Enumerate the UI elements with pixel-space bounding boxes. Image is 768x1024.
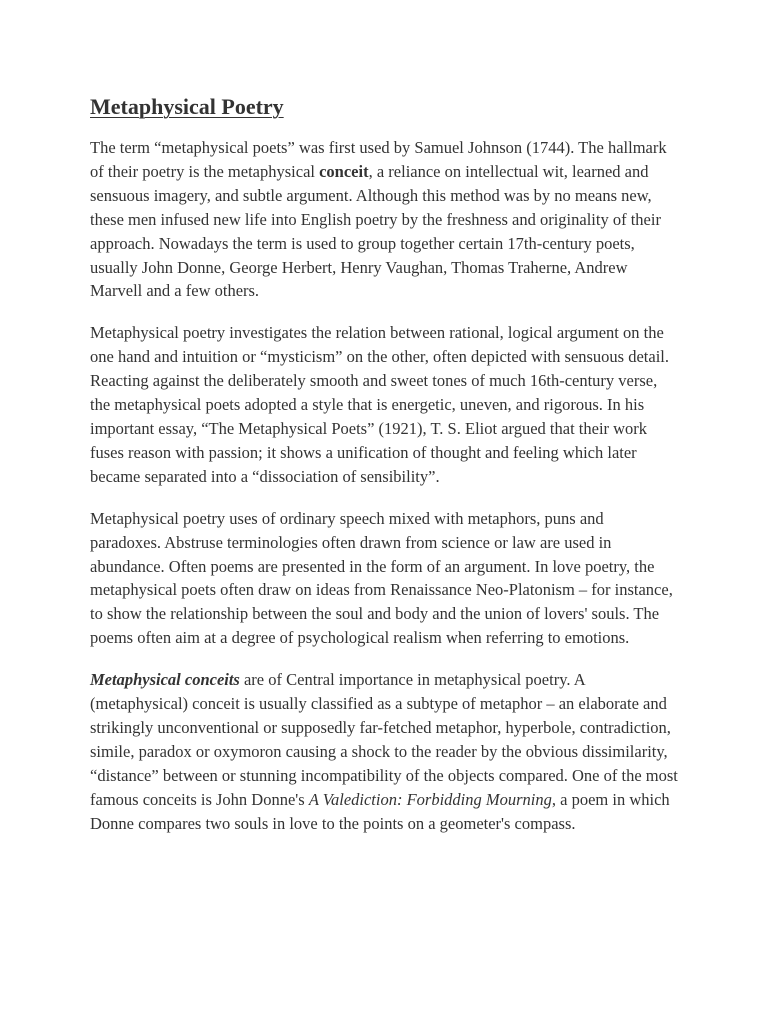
paragraph-1-text-a: The term “metaphysical poets” was first used by Samuel Johnson (1744). The hallmark of their poetry is the metaphysical <box>90 138 667 181</box>
paragraph-2: Metaphysical poetry investigates the relation between rational, logical argument on the one hand and intuition or “mysticism” on the other, often depicted with sensuous detail. Reacting against the deliberately smooth and sweet tones of much 16th-century verse, the metaphysical poets adopted a style that is energetic, uneven, and rigorous. In his important essay, “The Metaphysical Poets” (1921), T. S. Eliot argued that their work fuses reason with passion; it shows a unification of thought and feeling which later became separated into a “dissociation of sensibility”. <box>90 323 670 486</box>
paragraph-4-text-d: , a poem in which Donne compares two souls in love to the points on a geometer's compass. <box>90 789 670 833</box>
poem-title: A Valediction: Forbidding Mourning <box>308 789 552 809</box>
paragraph-1-text-c: , a reliance on intellectual wit, learned and sensuous imagery, and subtle argument. Although this method was by no means new, these men infused new life into English poetry by the freshness and originality of their approach. Nowadays the term is used to group together certain 17th-century poets, usually John Donne, George Herbert, Henry Vaughan, Thomas Traherne, Andrew Marvell and a few others. <box>90 161 661 301</box>
paragraph-4 <box>90 668 678 835</box>
metaphysical-conceits-term-text: Metaphysical conceits <box>90 670 240 690</box>
paragraph-4-text-b: are of Central importance in metaphysical poetry. A (metaphysical) conceit is usually classified as a subtype of metaphor – an elaborate and strikingly unconventional or supposedly far-fetched metaphor, hyperbole, contradiction, simile, paradox or oxymoron causing a shock to the reader by the obvious dissimilarity, “distance” between or stunning incompatibility of the objects compared. One of the most famous conceits is John Donne's <box>90 670 678 809</box>
conceit-term: conceit <box>319 161 369 181</box>
paragraph-1 <box>90 136 678 303</box>
metaphysical-conceits-term <box>90 670 240 689</box>
page-title: Metaphysical Poetry <box>90 94 284 119</box>
paragraph-3: Metaphysical poetry uses of ordinary speech mixed with metaphors, puns and paradoxes. Abstruse terminologies often drawn from science or law are used in abundance. Often poems are presented in the form of an argument. In love poetry, the metaphysical poets often draw on ideas from Renaissance Neo-Platonism – for instance, to show the relationship between the soul and body and the union of lovers' souls. The poems often aim at a degree of psychological realism when referring to emotions. <box>90 508 673 648</box>
